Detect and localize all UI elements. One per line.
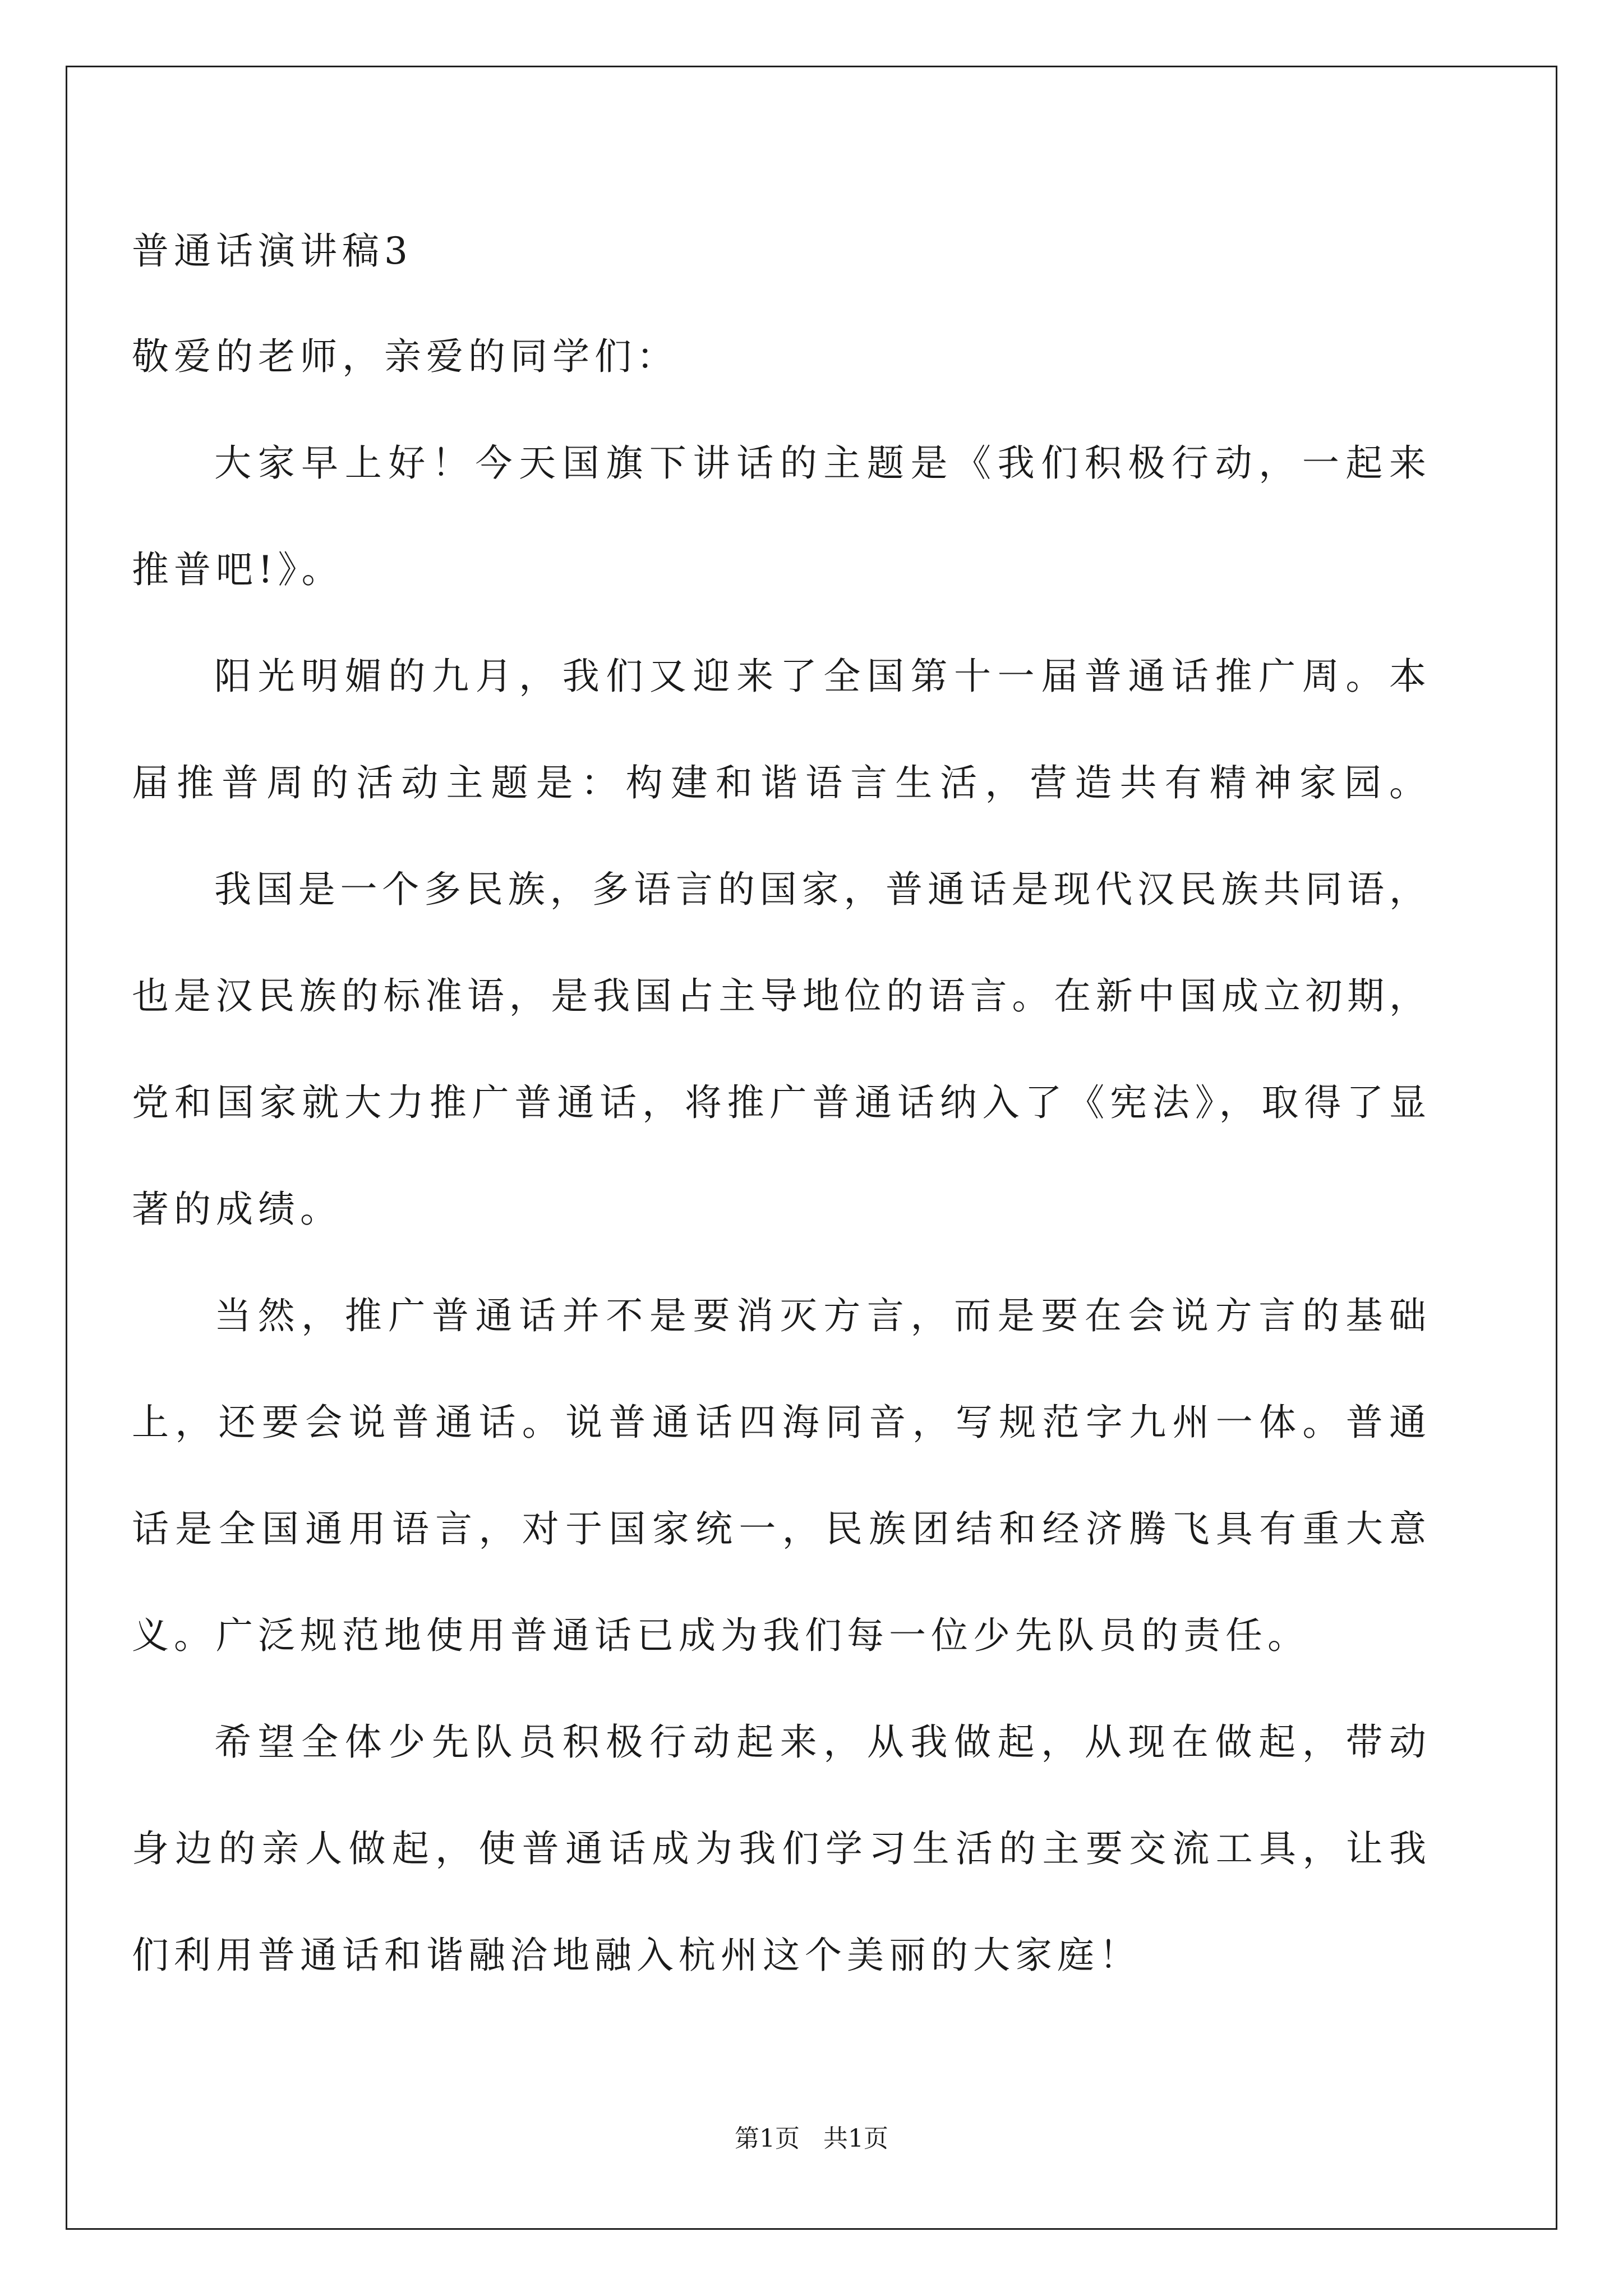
paragraph-line: 上，还要会说普通话。说普通话四海同音，写规范字九州一体。普通: [132, 1401, 1426, 1444]
paragraph-line: 希望全体少先队员积极行动起来，从我做起，从现在做起，带动: [214, 1720, 1426, 1764]
paragraph-line: 身边的亲人做起，使普通话成为我们学习生活的主要交流工具，让我: [132, 1827, 1426, 1870]
paragraph-line: 也是汉民族的标准语，是我国占主导地位的语言。在新中国成立初期，: [132, 974, 1426, 1018]
paragraph-line: 义。广泛规范地使用普通话已成为我们每一位少先队员的责任。: [132, 1614, 1310, 1657]
paragraph-line: 话是全国通用语言，对于国家统一，民族团结和经济腾飞具有重大意: [132, 1507, 1426, 1550]
page-border: [66, 66, 1557, 2230]
salutation: 敬爱的老师，亲爱的同学们：: [132, 335, 679, 378]
paragraph-line: 著的成绩。: [132, 1188, 342, 1231]
paragraph-line: 阳光明媚的九月，我们又迎来了全国第十一届普通话推广周。本: [214, 655, 1426, 698]
paragraph-line: 我国是一个多民族，多语言的国家，普通话是现代汉民族共同语，: [214, 868, 1426, 911]
paragraph-line: 大家早上好！今天国旗下讲话的主题是《我们积极行动，一起来: [214, 441, 1426, 485]
page-footer: 第1页 共1页: [735, 2124, 888, 2153]
document-title: 普通话演讲稿3: [132, 229, 413, 273]
paragraph-line: 们利用普通话和谐融洽地融入杭州这个美丽的大家庭！: [132, 1934, 1141, 1977]
paragraph-line: 届推普周的活动主题是：构建和谐语言生活，营造共有精神家园。: [132, 761, 1426, 804]
paragraph-line: 当然，推广普通话并不是要消灭方言，而是要在会说方言的基础: [214, 1294, 1426, 1337]
paragraph-line: 党和国家就大力推广普通话，将推广普通话纳入了《宪法》，取得了显: [132, 1081, 1426, 1124]
paragraph-line: 推普吧!》。: [132, 548, 344, 591]
